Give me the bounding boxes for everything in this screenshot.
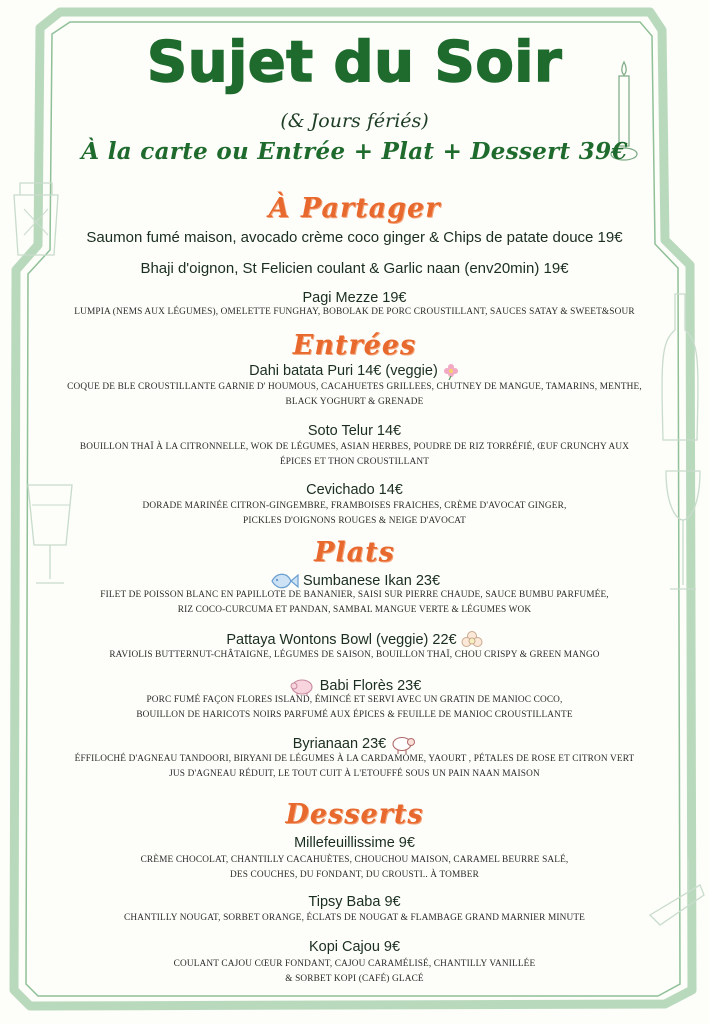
dish-soto-telur-desc-2: ÉPICES ET THON CROUSTILLANT: [279, 457, 430, 467]
dish-dahi-batata-name: Dahi batata Puri 14€ (veggie): [249, 362, 438, 379]
dish-kopi-cajou: Kopi Cajou 9€: [308, 939, 401, 955]
dish-kopi-cajou-desc-2: & SORBET KOPI (CAFÉ) GLACÉ: [285, 974, 424, 984]
dish-byrianaan: [0, 734, 709, 754]
dish-sumbanese-ikan-name: Sumbanese Ikan 23€: [302, 572, 441, 589]
dish-millefeuillissime-desc-2: DES COUCHES, DU FONDANT, DU CROUSTI.. À TOMBER: [230, 870, 479, 880]
dish-soto-telur-desc-1: BOUILLON THAÏ À LA CITRONNELLE, WOK DE LÉGUMES, ASIAN HERBES, POUDRE DE RIZ TORRÉFIÉ, ŒUF CRUNCHY AUX: [79, 442, 630, 452]
section-title-entrees: Entrées: [292, 330, 417, 361]
dish-pagi-mezze-desc: LUMPIA (NEMS AUX LÉGUMES), OMELETTE FUNGHAY, BOBOLAK DE PORC CROUSTILLANT, SAUCES SATAY & SWEET&SOUR: [74, 307, 635, 317]
dumpling-icon: [461, 630, 483, 650]
dish-byrianaan-desc-2: JUS D'AGNEAU RÉDUIT, LE TOUT CUIT À L'ETOUFFÉ SOUS UN PAIN NAAN MAISON: [169, 769, 540, 779]
dish-babi-flores-desc-2: BOUILLON DE HARICOTS NOIRS PARFUMÉ AUX ÉPICES & FEUILLE DE MANIOC CROUSTILLANTE: [136, 710, 573, 720]
dish-cevichado: Cevichado 14€: [306, 482, 403, 498]
section-title-plats: Plats: [314, 537, 395, 568]
flower-icon: [442, 362, 460, 380]
menu-subtitle: (& Jours fériés): [280, 110, 429, 132]
menu-formula: À la carte ou Entrée + Plat + Dessert 39€: [81, 138, 628, 165]
menu-title: Sujet du Soir: [146, 30, 563, 95]
dish-babi-flores-name: Babi Florès 23€: [319, 677, 422, 694]
section-title-partager: À Partager: [268, 193, 441, 224]
dish-dahi-batata-desc-1: COQUE DE BLE CROUSTILLANTE GARNIE D' HOUMOUS, CACAHUETES GRILLEES, CHUTNEY DE MANGUE, TAMARINS, MENTHE,: [67, 382, 642, 392]
dish-byrianaan-desc-1: ÉFFILOCHÉ D'AGNEAU TANDOORI, BIRYANI DE LÉGUMES À LA CARDAMOME, YAOURT , PÉTALES DE ROSE ET CITRON VERT: [74, 754, 635, 764]
dish-tipsy-baba: Tipsy Baba 9€: [308, 894, 401, 910]
dish-kopi-cajou-desc-1: COULANT CAJOU CŒUR FONDANT, CAJOU CARAMÉLISÉ, CHANTILLY VANILLÉE: [173, 959, 536, 969]
dish-pagi-mezze: Pagi Mezze 19€: [302, 290, 407, 306]
dish-millefeuillissime: Millefeuillissime 9€: [294, 835, 415, 851]
dish-dahi-batata-desc-2: BLACK YOGHURT & GRENADE: [285, 397, 424, 407]
dish-cevichado-desc-2: PICKLES D'OIGNONS ROUGES & NEIGE D'AVOCAT: [243, 516, 466, 526]
dish-tipsy-baba-desc: CHANTILLY NOUGAT, SORBET ORANGE, ÉCLATS DE NOUGAT & FLAMBAGE GRAND MARNIER MINUTE: [124, 913, 585, 923]
dish-bhaji: Bhaji d'oignon, St Felicien coulant & Garlic naan (env20min) 19€: [140, 260, 569, 277]
dish-soto-telur: Soto Telur 14€: [307, 423, 402, 439]
dish-byrianaan-name: Byrianaan 23€: [292, 735, 387, 752]
dish-pattaya-wontons-desc: RAVIOLIS BUTTERNUT-CHÂTAIGNE, LÉGUMES DE SAISON, BOUILLON THAÏ, CHOU CRISPY & GREEN MANGO: [109, 650, 600, 660]
dish-babi-flores-desc-1: PORC FUMÉ FAÇON FLORES ISLAND, ÉMINCÉ ET SERVI AVEC UN GRATIN DE MANIOC COCO,: [146, 695, 563, 705]
dish-sumbanese-ikan-desc-1: FILET DE POISSON BLANC EN PAPILLOTE DE BANANIER, SAISI SUR PIERRE CHAUDE, SAUCE BUMBU PARFUMÉE,: [100, 590, 609, 600]
dish-cevichado-desc-1: DORADE MARINÉE CITRON-GINGEMBRE, FRAMBOISES FRAICHES, CRÈME D'AVOCAT GINGER,: [142, 501, 567, 511]
dish-dahi-batata: [0, 362, 709, 380]
dish-pattaya-wontons: [0, 630, 709, 650]
sheep-icon: [390, 734, 416, 754]
dish-millefeuillissime-desc-1: CRÈME CHOCOLAT, CHANTILLY CACAHUÈTES, CHOUCHOU MAISON, CARAMEL BEURRE SALÉ,: [140, 855, 569, 865]
section-title-desserts: Desserts: [285, 799, 424, 830]
dish-saumon: Saumon fumé maison, avocado crème coco ginger & Chips de patate douce 19€: [86, 229, 623, 246]
dish-sumbanese-ikan-desc-2: RIZ COCO-CURCUMA ET PANDAN, SAMBAL MANGUE VERTE & LÉGUMES WOK: [177, 605, 532, 615]
dish-pattaya-wontons-name: Pattaya Wontons Bowl (veggie) 22€: [226, 631, 457, 648]
